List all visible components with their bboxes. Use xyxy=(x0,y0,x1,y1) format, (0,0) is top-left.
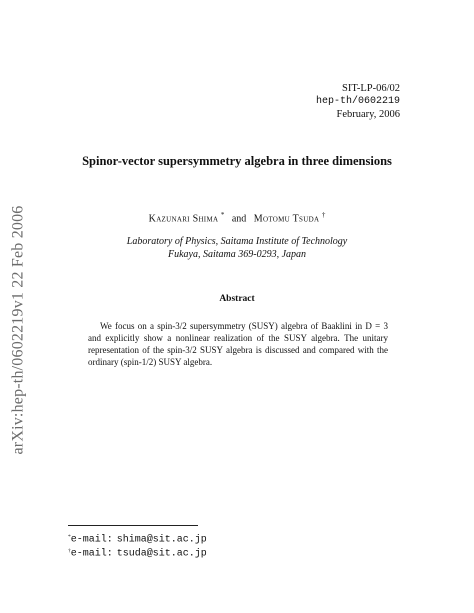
footnote-email: tsuda@sit.ac.jp xyxy=(116,548,207,560)
footnote-shima xyxy=(68,532,207,546)
arxiv-stamp-text: arXiv:hep-th/0602219v1 22 Feb 2006 xyxy=(9,205,26,455)
affiliation xyxy=(0,235,474,261)
report-date: February, 2006 xyxy=(336,109,400,120)
footnotes xyxy=(68,532,207,559)
abstract-heading: Abstract xyxy=(219,294,255,304)
footnote-email: shima@sit.ac.jp xyxy=(116,534,207,546)
author-shima: Kazunari Shima xyxy=(148,213,219,225)
footnote-mark: † xyxy=(68,547,71,554)
footnote-divider xyxy=(68,525,198,526)
report-number: SIT-LP-06/02 xyxy=(342,83,400,94)
affiliation-line-1: Laboratory of Physics, Saitama Institute of Technology xyxy=(126,236,348,247)
report-meta xyxy=(316,82,400,121)
author-tsuda: Motomu Tsuda xyxy=(253,213,320,225)
paper-title: Spinor-vector supersymmetry algebra in three dimensions xyxy=(82,154,392,168)
author-tsuda-mark: † xyxy=(321,211,326,219)
footnote-tsuda xyxy=(68,546,207,560)
footnote-label: e-mail: xyxy=(70,548,113,560)
abstract-text: We focus on a spin-3/2 supersymmetry (SUSY) algebra of Baaklini in D = 3 and explicitly show a nonlinear realization of the SUSY algebra. The unitary representation of the spin-3/2 SUSY algebra is discussed and compared with the ordinary (spin-1/2) SUSY algebra. xyxy=(88,321,388,367)
author-line xyxy=(0,211,474,224)
author-connector: and xyxy=(231,213,247,225)
footnote-mark: * xyxy=(68,534,71,540)
affiliation-line-2: Fukaya, Saitama 369-0293, Japan xyxy=(167,249,307,260)
arxiv-side-stamp xyxy=(4,150,32,510)
arxiv-id: hep-th/0602219 xyxy=(315,96,400,107)
footnote-label: e-mail: xyxy=(70,534,113,546)
author-shima-mark: * xyxy=(220,211,225,219)
